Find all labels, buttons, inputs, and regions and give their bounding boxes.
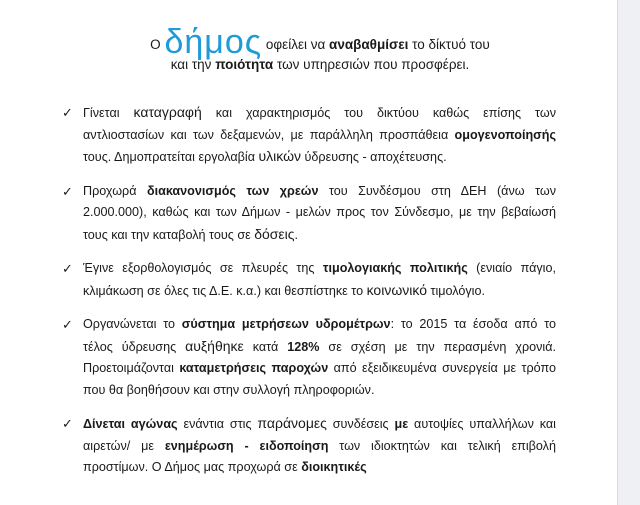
bullet-text: δόσεις <box>254 225 295 242</box>
bold-text: 128% <box>287 339 320 354</box>
bold-text: με <box>394 417 409 431</box>
intro-text: και την <box>170 57 216 72</box>
bold-text: ενημέρωση - ειδοποίηση <box>164 438 329 453</box>
bullet-text: Γίνεται <box>83 106 134 120</box>
bullet-text: των ιδιοκτητών και τελική επιβολή προστίμων. Ο Δήμος μας προχωρά σε <box>83 438 556 474</box>
intro-text: των υπηρεσιών που προσφέρει. <box>273 57 470 72</box>
vertical-scrollbar[interactable] <box>617 0 640 505</box>
bullet-text: σε σχέση με την περασμένη χρονιά. Προετοιμάζονται <box>83 339 556 375</box>
bullet-item <box>62 181 556 247</box>
checkmark-icon: ✓ <box>62 261 73 276</box>
intro-line-1 <box>60 23 580 61</box>
intro-heading <box>60 23 580 75</box>
bullet-text: από εξειδικευμένα συνεργεία με τρόπο που θα βοηθήσουν και στην συλλογή πληροφοριών. <box>83 361 556 397</box>
bold-text: διοικητικές <box>301 460 367 474</box>
bullet-item <box>62 314 556 401</box>
bullet-text: τους. Δημοπρατείται εργολαβία <box>83 150 259 164</box>
bullet-text: τιμολόγιο. <box>426 283 485 298</box>
bold-text: ομογενοποίησής <box>454 127 556 142</box>
checkmark-icon: ✓ <box>62 416 73 431</box>
bullet-text: καταγραφή <box>133 104 202 120</box>
bullet-text: ύδρευσης - αποχέτευσης. <box>301 150 447 164</box>
bullet-text: : το 2015 τα έσοδα από το τέλος ύδρευσης <box>83 317 556 354</box>
checkmark-icon: ✓ <box>62 183 73 199</box>
bullet-item <box>62 258 556 302</box>
checkmark-icon: ✓ <box>62 105 73 120</box>
bullet-text: υλικών <box>258 148 302 164</box>
bullet-text: Προχωρά <box>83 183 147 198</box>
bullet-text: συνδέσεις <box>326 417 395 431</box>
bold-text: τιμολογιακής πολιτικής <box>322 261 468 275</box>
intro-big-word: δήμος <box>164 23 263 61</box>
bullet-text: ενάντια στις <box>177 417 258 431</box>
bold-text: διακανονισμός των χρεών <box>146 183 319 198</box>
bullet-text: (ενιαίο πάγιο, κλιμάκωση σε όλες τις Δ.Ε. κ.α.) και θεσπίστηκε το <box>83 261 556 298</box>
bullet-text: παράνομες <box>257 415 327 431</box>
intro-text: το δίκτυό του <box>408 37 490 52</box>
bullet-list <box>62 102 556 479</box>
intro-text: Ο <box>150 37 165 52</box>
bullet-item <box>62 102 556 169</box>
intro-text: οφείλει να <box>262 37 330 52</box>
bold-text: σύστημα μετρήσεων υδρομέτρων <box>181 317 391 331</box>
bold-text: Δίνεται αγώνας <box>83 417 178 431</box>
bold-text: καταμετρήσεις παροχών <box>179 361 329 375</box>
bullet-text: κοινωνικό <box>366 281 427 298</box>
checkmark-icon: ✓ <box>62 317 73 332</box>
intro-bold: αναβαθμίσει <box>329 37 409 52</box>
bullet-text: και χαρακτηρισμός του δικτύου καθώς επίσης των αντλιοστασίων και των δεξαμενών, με παράλληλη προσπάθεια <box>83 106 556 142</box>
bullet-text: . <box>294 227 299 242</box>
bullet-text: κατά <box>243 339 288 354</box>
bullet-text: Οργανώνεται το <box>83 317 182 331</box>
intro-bold: ποιότητα <box>215 57 274 72</box>
bullet-item <box>62 413 556 479</box>
intro-line-2 <box>60 55 580 75</box>
bullet-text: αυξήθηκε <box>185 337 244 354</box>
bullet-text: Έγινε εξορθολογισμός σε πλευρές της <box>83 261 323 275</box>
bullet-text: αυτοψίες υπαλλήλων και αιρετών/ με <box>83 417 556 453</box>
bullet-text: του Συνδέσμου στη ΔΕΗ (άνω των 2.000.000), καθώς και των Δήμων - μελών προς τον Σύνδεσμο, με την βεβαίωσή τους και την καταβολή τους σε <box>83 183 556 242</box>
